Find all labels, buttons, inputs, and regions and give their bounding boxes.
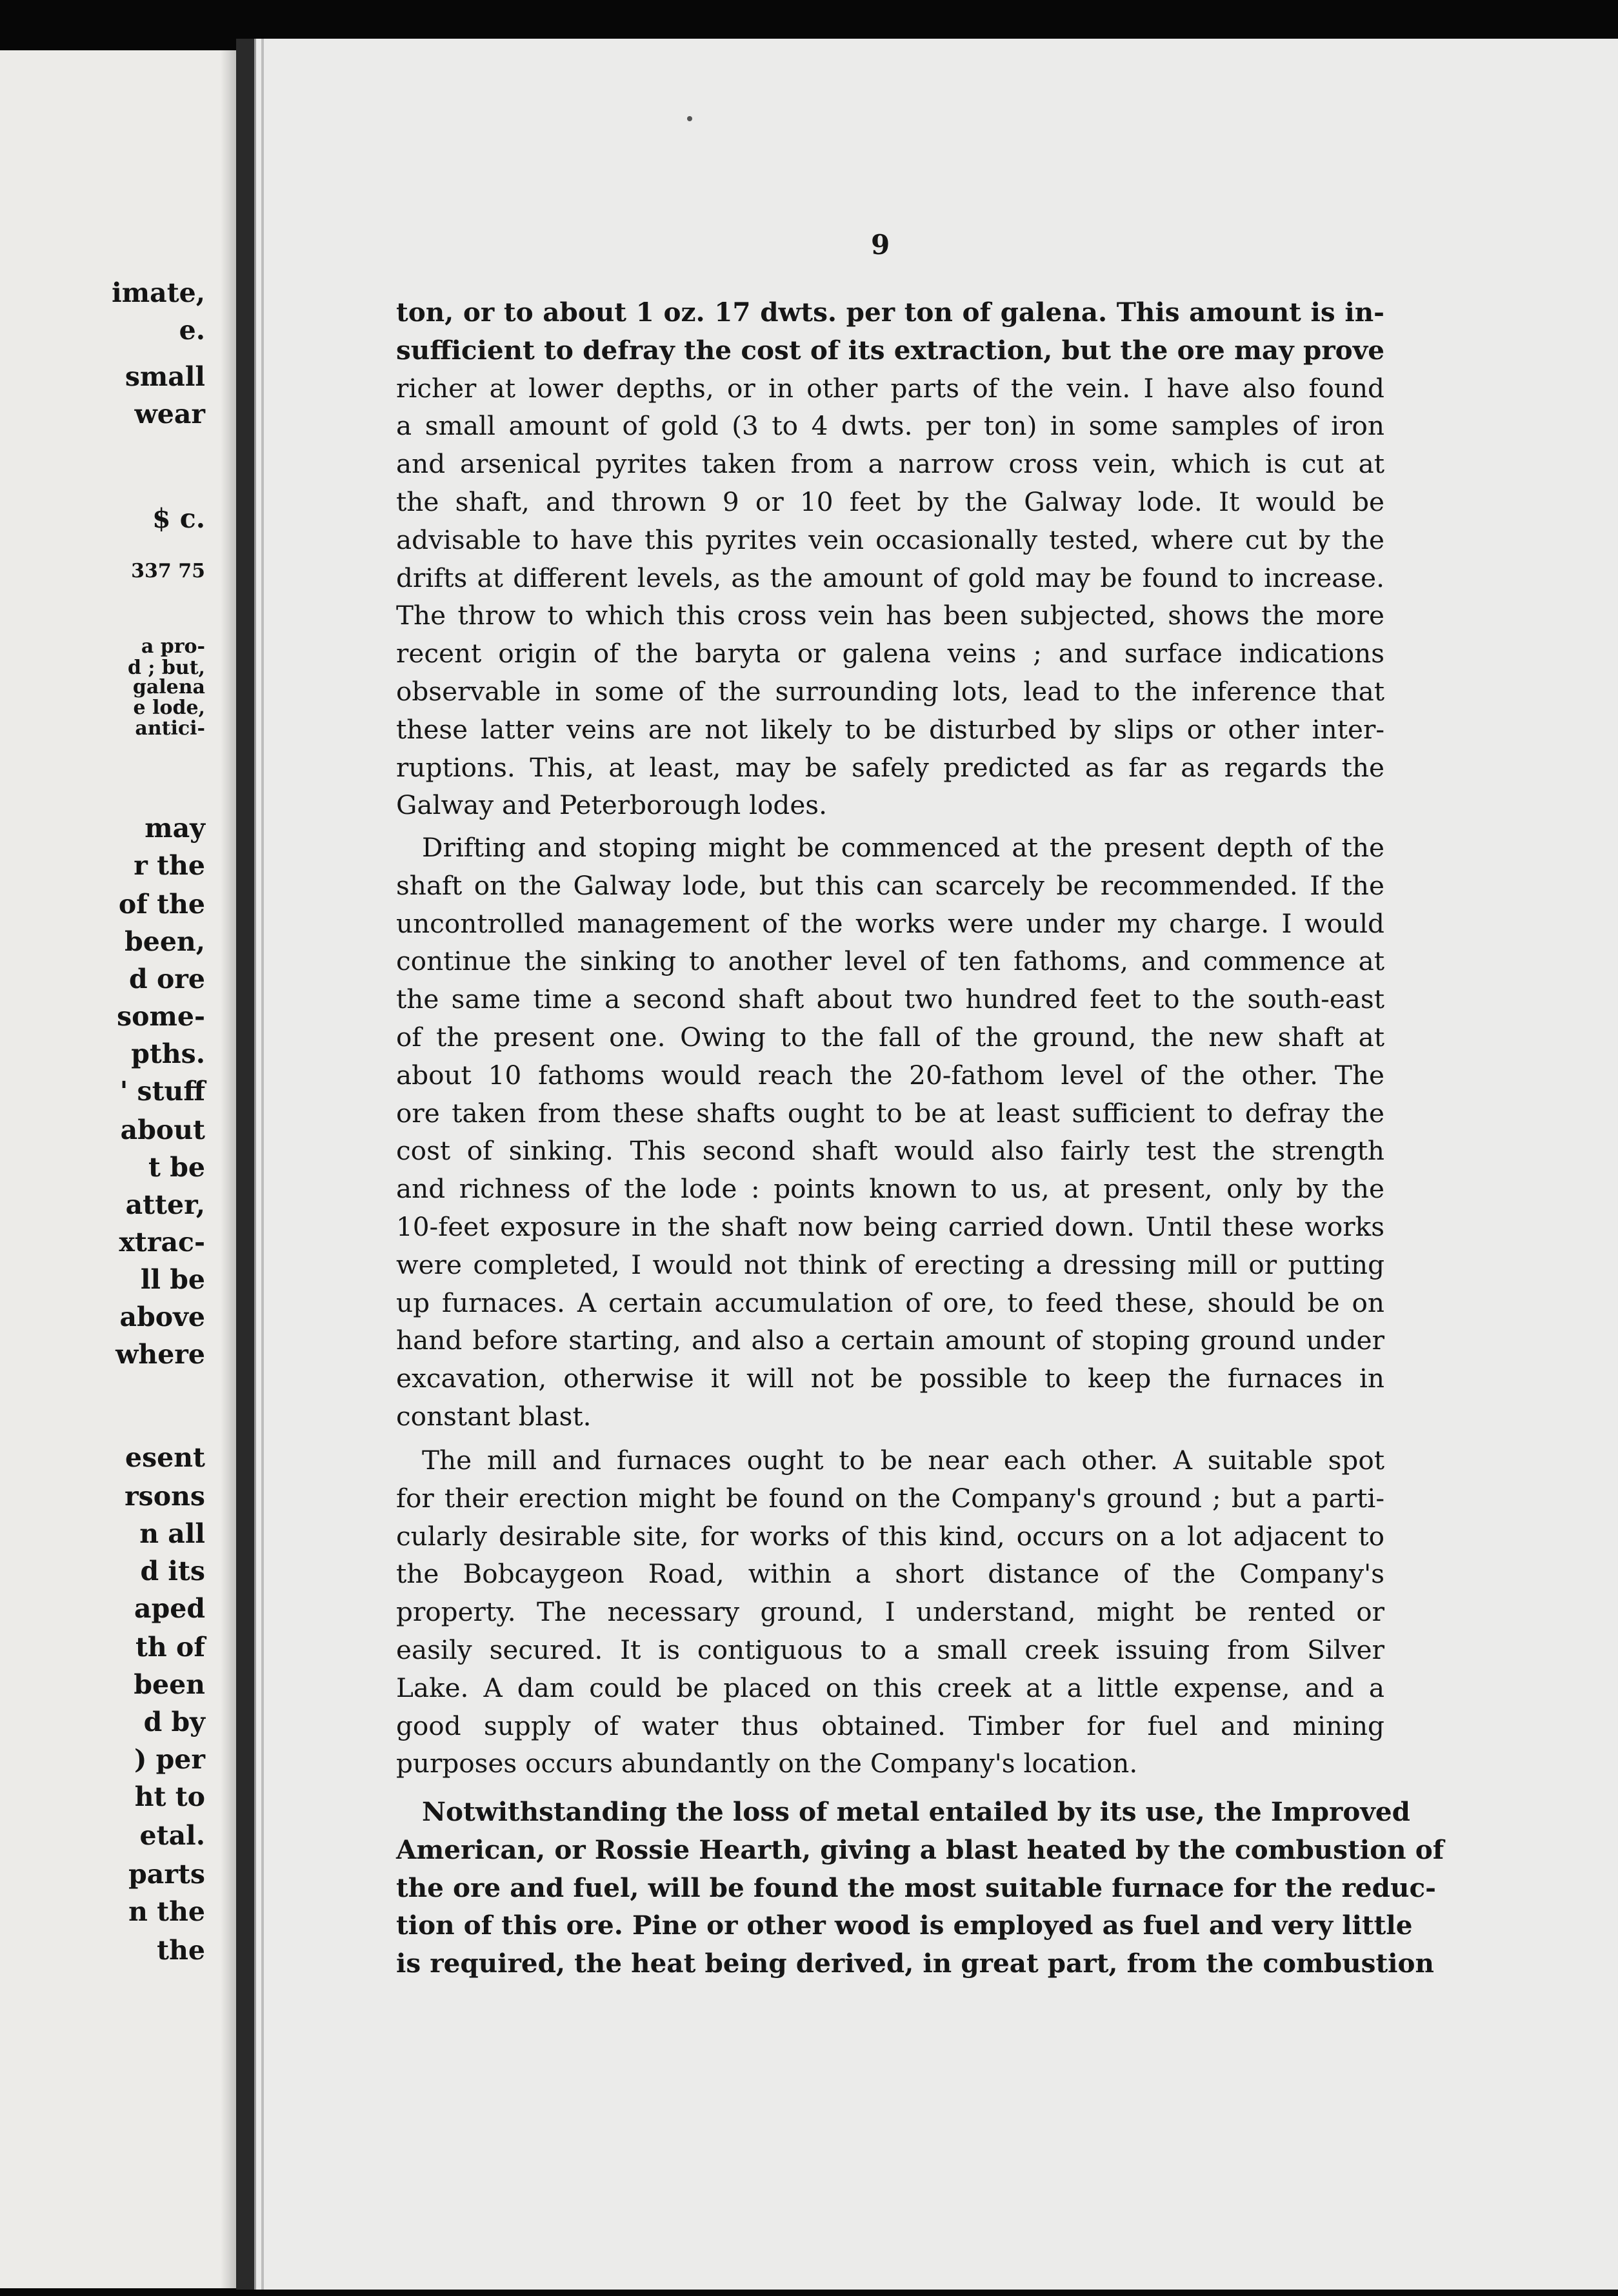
left-page-line: small <box>125 361 205 392</box>
text-line: Notwithstanding the loss of metal entailed by its use, the Improved <box>422 1796 1410 1827</box>
text-line: tion of this ore. Pine or other wood is employed as fuel and very little <box>396 1910 1413 1941</box>
left-page-line: esent <box>125 1442 205 1473</box>
left-page-line: been <box>134 1669 205 1700</box>
text-line: for their erection might be found on the Company's ground ; but a parti- <box>396 1482 1384 1514</box>
left-page-line: some- <box>117 1001 205 1032</box>
left-page-line: atter, <box>125 1189 205 1220</box>
text-line: cularly desirable site, for works of this kind, occurs on a lot adjacent to <box>396 1520 1384 1552</box>
left-page-line: 337 75 <box>131 560 205 582</box>
left-page-line: d by <box>143 1707 205 1737</box>
text-line: and richness of the lode : points known to us, at present, only by the <box>396 1173 1384 1205</box>
text-line: advisable to have this pyrites vein occasionally tested, where cut by the <box>396 524 1384 555</box>
left-page-line: aped <box>134 1593 205 1624</box>
text-line: excavation, otherwise it will not be possible to keep the furnaces in <box>396 1363 1384 1394</box>
text-line: a small amount of gold (3 to 4 dwts. per ton) in some samples of iron <box>396 410 1384 442</box>
left-page-line: e. <box>179 315 205 346</box>
text-line: Drifting and stoping might be commenced at the present depth of the <box>422 832 1384 863</box>
text-line: ton, or to about 1 oz. 17 dwts. per ton of galena. This amount is in- <box>396 297 1384 328</box>
left-page-line: where <box>115 1339 205 1370</box>
text-line: were completed, I would not think of erecting a dressing mill or putting <box>396 1249 1384 1280</box>
text-line: the Bobcaygeon Road, within a short distance of the Company's <box>396 1558 1384 1590</box>
text-line: up furnaces. A certain accumulation of ore, to feed these, should be on <box>396 1287 1384 1318</box>
paragraph <box>396 829 1384 1436</box>
left-page-line: pths. <box>131 1038 205 1069</box>
left-page-line: ' stuff <box>119 1076 205 1107</box>
paper-speck <box>687 116 692 121</box>
left-page-line: d ; but, <box>127 657 205 679</box>
text-line: observable in some of the surrounding lots, lead to the inference that <box>396 675 1384 707</box>
left-page-line: d its <box>140 1556 205 1587</box>
text-line: the ore and fuel, will be found the most suitable furnace for the reduc- <box>396 1872 1436 1903</box>
text-line: good supply of water thus obtained. Timber for fuel and mining <box>396 1710 1384 1741</box>
left-page-line: wear <box>134 399 205 430</box>
text-line: easily secured. It is contiguous to a small creek issuing from Silver <box>396 1634 1384 1665</box>
paragraph <box>396 1793 1444 1983</box>
text-line: purposes occurs abundantly on the Company's location. <box>396 1748 1138 1779</box>
left-page <box>0 50 236 2288</box>
left-page-line: etal. <box>139 1820 205 1851</box>
text-line: Galway and Peterborough lodes. <box>396 789 827 821</box>
text-line: ruptions. This, at least, may be safely predicted as far as regards the <box>396 751 1384 783</box>
left-page-line: xtrac- <box>119 1227 205 1258</box>
text-line: The throw to which this cross vein has been subjected, shows the more <box>396 600 1384 631</box>
paragraph <box>396 293 1384 824</box>
left-page-line: imate, <box>112 277 205 308</box>
left-page-line: antici- <box>135 717 205 740</box>
text-line: and arsenical pyrites taken from a narrow cross vein, which is cut at <box>396 448 1384 480</box>
page-number: 9 <box>871 229 890 261</box>
text-line: continue the sinking to another level of ten fathoms, and commence at <box>396 945 1384 977</box>
text-line: uncontrolled management of the works were under my charge. I would <box>396 907 1384 939</box>
left-page-line: t be <box>148 1152 205 1183</box>
left-page-line: ll be <box>140 1264 205 1295</box>
left-page-line: n all <box>139 1518 205 1549</box>
left-page-line: e lode, <box>133 697 205 719</box>
left-page-line: rsons <box>125 1481 205 1512</box>
text-line: hand before starting, and also a certain amount of stoping ground under <box>396 1325 1384 1356</box>
left-page-line: parts <box>128 1859 205 1890</box>
left-page-line: above <box>119 1301 205 1332</box>
text-line: The mill and furnaces ought to be near each other. A suitable spot <box>422 1445 1384 1476</box>
text-line: recent origin of the baryta or galena veins ; and surface indications <box>396 638 1384 669</box>
text-line: is required, the heat being derived, in great part, from the combustion <box>396 1948 1435 1979</box>
text-line: American, or Rossie Hearth, giving a blast heated by the combustion of <box>396 1834 1444 1865</box>
left-page-line: galena <box>132 676 205 698</box>
left-page-line: may <box>145 813 205 844</box>
left-page-line: ht to <box>134 1781 205 1812</box>
text-line: shaft on the Galway lode, but this can scarcely be recommended. If the <box>396 869 1384 901</box>
text-line: richer at lower depths, or in other parts of the vein. I have also found <box>396 372 1384 404</box>
page-edge-shadow <box>221 50 236 2288</box>
left-page-line: r the <box>134 850 205 881</box>
paragraph <box>396 1441 1384 1783</box>
text-line: 10-feet exposure in the shaft now being carried down. Until these works <box>396 1211 1384 1242</box>
text-line: ore taken from these shafts ought to be at least sufficient to defray the <box>396 1097 1384 1129</box>
left-page-line: been, <box>125 926 205 957</box>
text-line: cost of sinking. This second shaft would also fairly test the strength <box>396 1135 1384 1167</box>
text-line: Lake. A dam could be placed on this creek at a little expense, and a <box>396 1672 1384 1703</box>
left-page-line: about <box>120 1114 205 1145</box>
text-line: of the present one. Owing to the fall of the ground, the new shaft at <box>396 1021 1384 1053</box>
left-page-line: of the <box>118 889 205 920</box>
text-line: sufficient to defray the cost of its extraction, but the ore may prove <box>396 334 1384 366</box>
left-page-line: the <box>157 1935 205 1966</box>
book-gutter <box>236 39 254 2290</box>
text-line: constant blast. <box>396 1400 592 1432</box>
left-page-line: d ore <box>129 964 205 995</box>
text-line: the shaft, and thrown 9 or 10 feet by the Galway lode. It would be <box>396 486 1384 517</box>
left-page-line: a pro- <box>141 635 205 658</box>
text-line: about 10 fathoms would reach the 20-fathom level of the other. The <box>396 1059 1384 1091</box>
left-page-line: th of <box>135 1632 205 1663</box>
text-line: property. The necessary ground, I understand, might be rented or <box>396 1596 1384 1628</box>
left-page-line: n the <box>128 1896 205 1927</box>
left-page-line: ) per <box>134 1744 205 1775</box>
text-line: drifts at different levels, as the amount of gold may be found to increase. <box>396 562 1384 593</box>
left-page-line: $ c. <box>152 503 205 534</box>
text-line: these latter veins are not likely to be disturbed by slips or other inter- <box>396 713 1384 745</box>
page-margin-rule <box>261 39 264 2290</box>
text-line: the same time a second shaft about two hundred feet to the south-east <box>396 984 1384 1015</box>
